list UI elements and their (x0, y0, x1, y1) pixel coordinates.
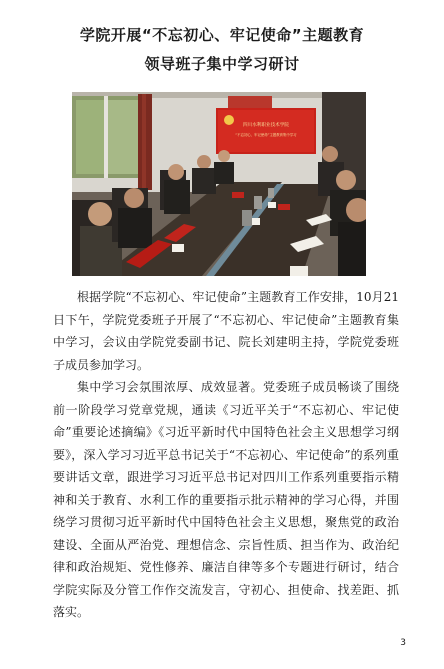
meeting-photo (72, 92, 366, 276)
document-title-line1: 学院开展“不忘初心、牢记使命”主题教育 (79, 26, 365, 44)
paragraph-1: 根据学院“不忘初心、牢记使命”主题教育工作安排，10月21日下午，学院党委班子开展了“不忘初心、牢记使命”主题教育集中学习，会议由学院党委副书记、院长刘建明主持，学院党委班子成员参加学习。 (53, 290, 399, 372)
page-number: 3 (400, 638, 406, 648)
document-title-line2: 领导班子集中学习研讨 (144, 55, 300, 73)
paragraph-2: 集中学习会氛围浓厚、成效显著。党委班子成员畅谈了围绕前一阶段学习党章党规，通读《习近平关于“不忘初心、牢记使命”重要论述摘编》《习近平新时代中国特色社会主义思想学习纲要》，深入学习习近平总书记关于“不忘初心、牢记使命”的系列重要讲话文章，跟进学习习近平总书记对四川工作系列重要指示精神和关于教育、水利工作的重要指示批示精神的学习心得，并围绕学习贯彻习近平新时代中国特色社会主义思想，聚焦党的政治建设、全面从严治党、理想信念、宗旨性质、担当作为、政治纪律和政治规矩、党性修养、廉洁自律等多个专题进行研讨，结合学院实际及分管工作作交流发言，守初心、担使命、找差距、抓落实。 (53, 380, 399, 619)
screen-text-line1: 四川水利职业技术学院 (243, 123, 289, 128)
screen-text-line2: “不忘初心、牢记使命”主题教育集中学习 (235, 133, 297, 137)
